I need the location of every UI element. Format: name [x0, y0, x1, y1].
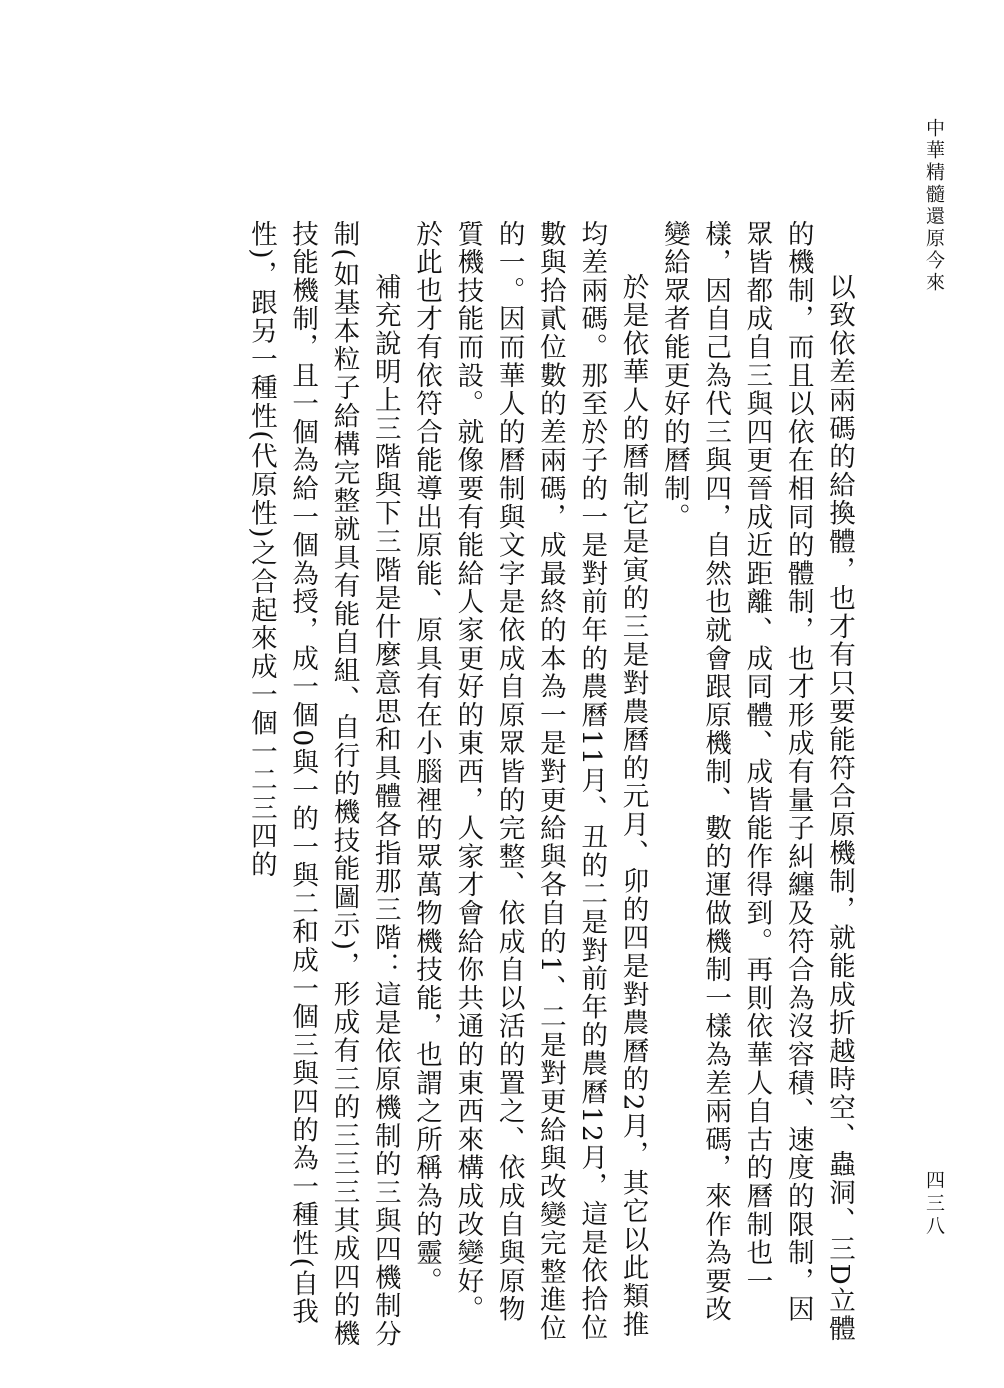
running-title: 中華精髓還原今來: [923, 118, 945, 294]
paragraph: 補充說明上三階與下三階是什麼意思和具體各指那三階：這是依原機制的三與四機制分制(如基本粒子給構完整就具有能自組、自行的機技能圖示)，形成有三的三三三其成四的機技能機制，且一個為給一個為授，成一個0與一的一與二和成一個三與四的為一種性(自我性)，跟另一種性(代原性)之合起來成一個一二三四的: [245, 220, 401, 1349]
paragraph: 於是依華人的曆制它是寅的三是對農曆的元月、卯的四是對農曆的2月，其它以此類推均差兩碼。那至於子的一是對前年的農曆11月、丑的二是對前年的農曆12月，這是依拾位數與拾貳位數的差兩碼，成最終的本為一是對更給與各自的1、二是對更給與改變完整進位的一。因而華人的曆制與文字是依成自原眾皆的完整、依成自以活的置之、依成自與原物質機技能而設。就像要有能給人家更好的東西，人家才會給你共通的東西來構成改變好。於此也才有依符合能導出原能、原具有在小腦裡的眾萬物機技能，也謂之所稱為的靈。: [411, 220, 649, 1343]
page-number: 四三八: [923, 1170, 945, 1239]
paragraph: 以致依差兩碼的給換體，也才有只要能符合原機制，就能成折越時空、蟲洞、三D立體的機制，而且以依在相同的體制，也才形成有量子糾纏及符合為沒容積、速度的限制，因眾皆都成自三與四更晉成近距離、成同體、成皆能作得到。再則依華人自古的曆制也一樣，因自己為代三與四，自然也就會跟原機制、數的運做機制一樣為差兩碼，來作為要改變給眾者能更好的曆制。: [658, 220, 855, 1344]
body-text: [100, 220, 860, 1350]
